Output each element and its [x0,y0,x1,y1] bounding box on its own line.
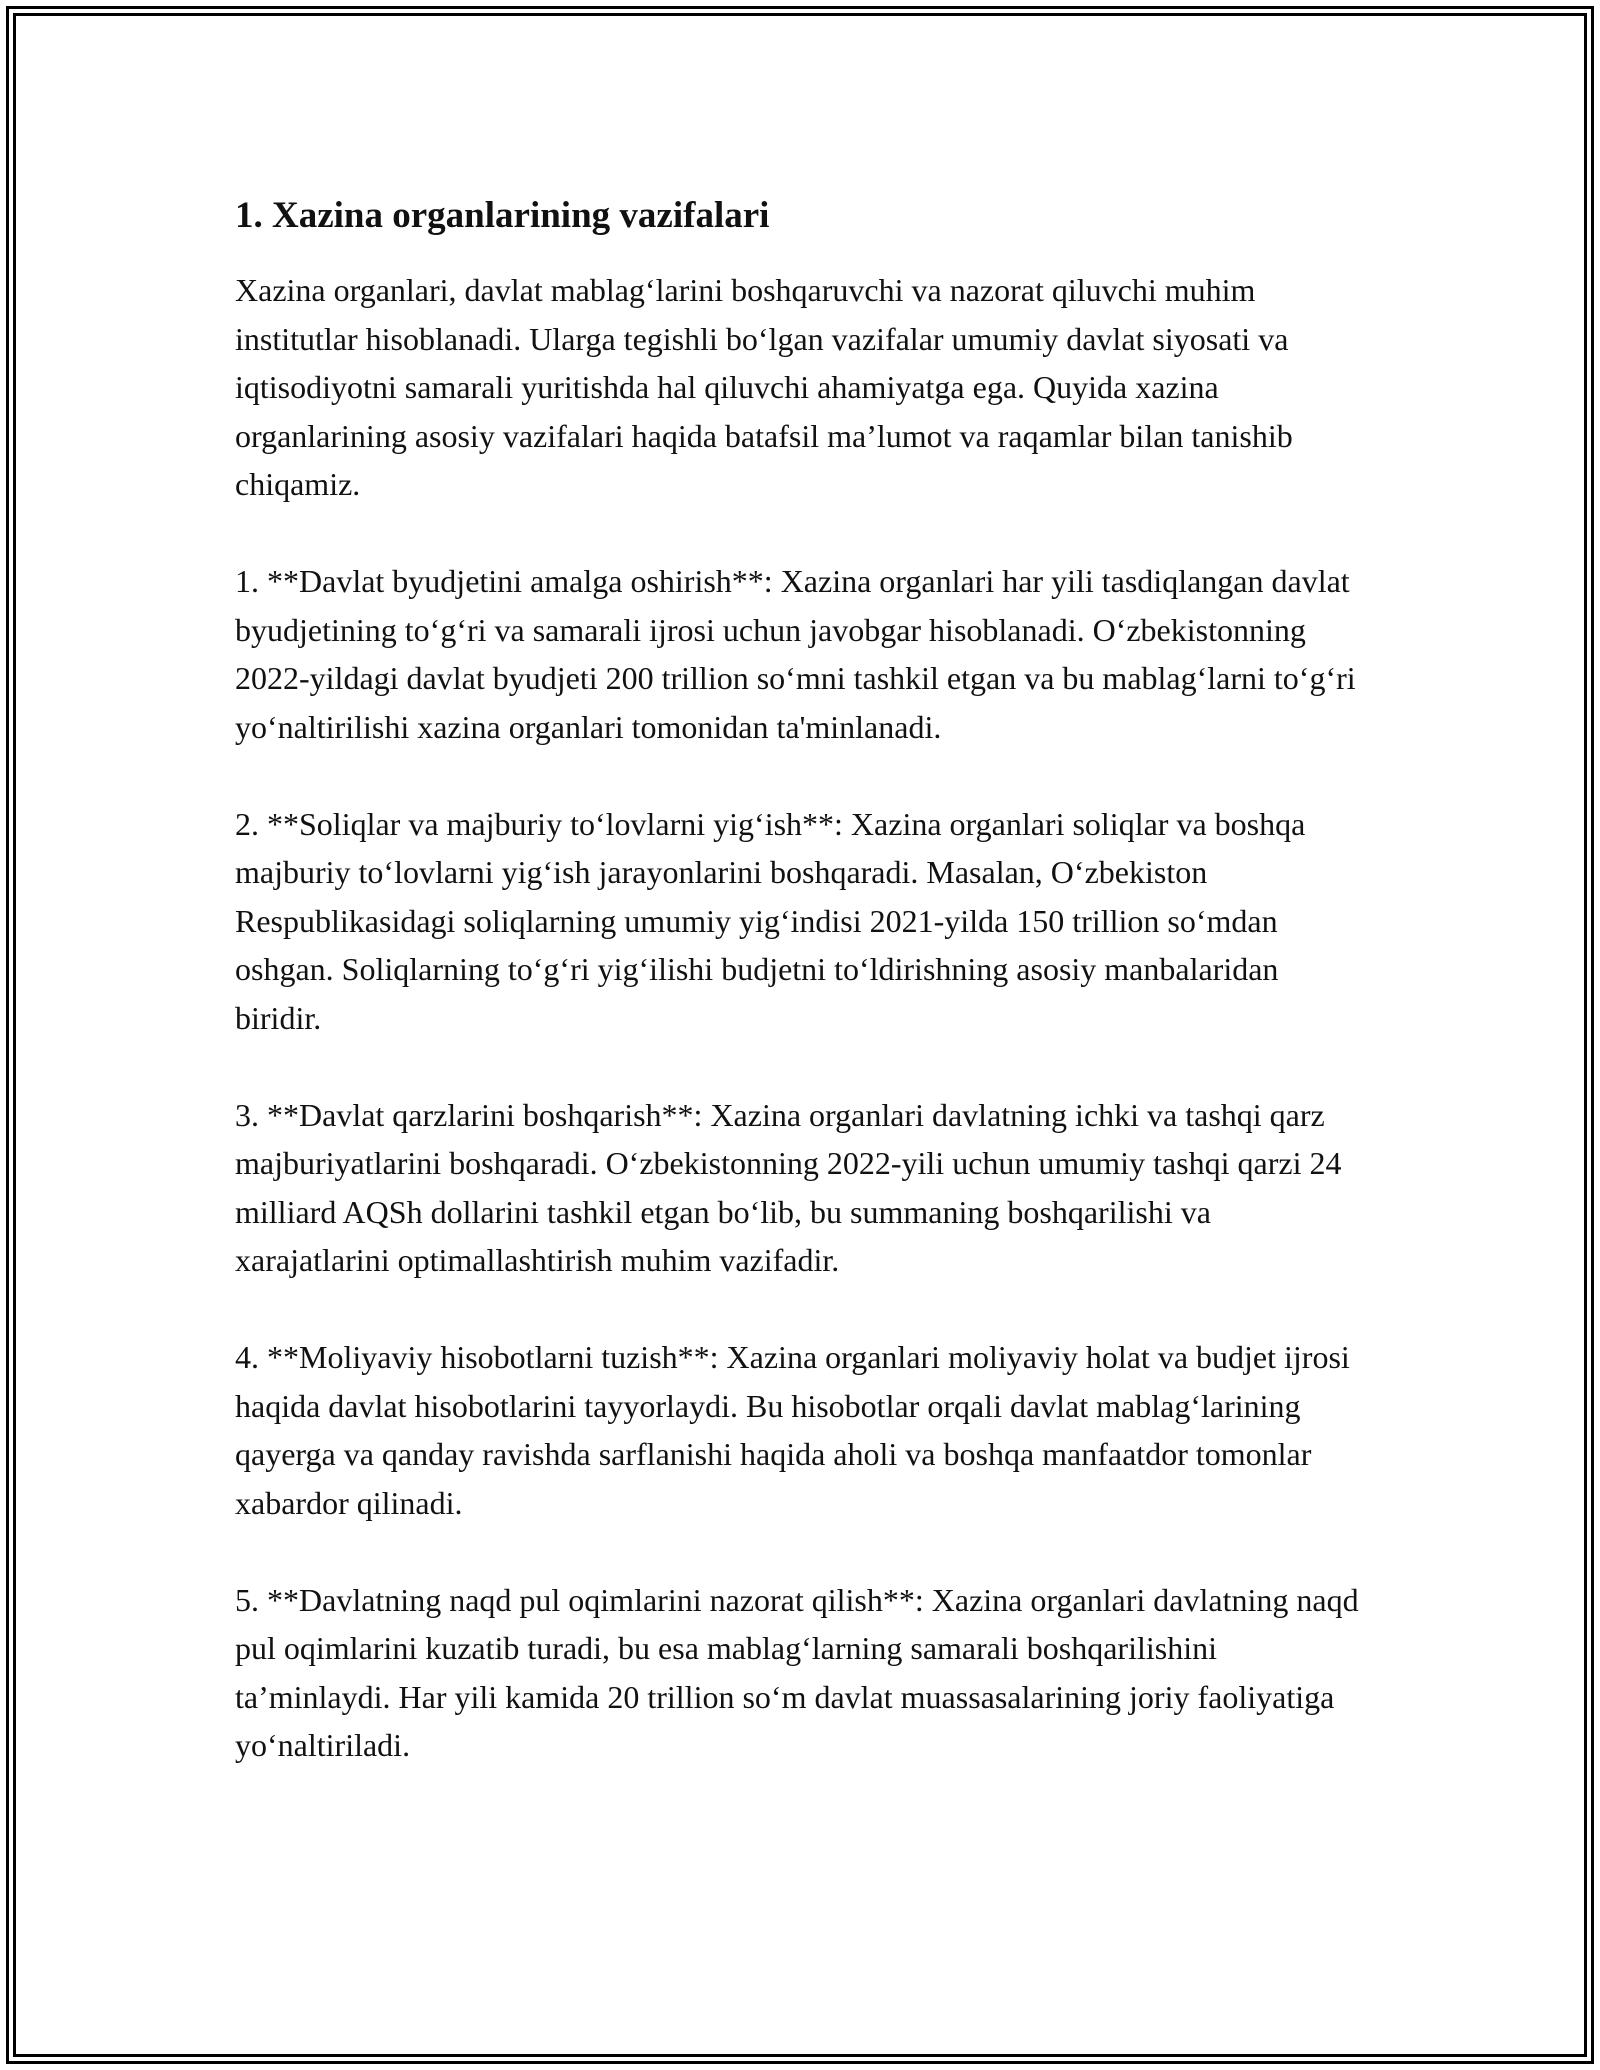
task-debt-paragraph: 3. **Davlat qarzlarini boshqarish**: Xazina organlari davlatning ichki va tashqi qarz majburiyatlarini boshqaradi. O‘zbekistonning 2022-yili uchun umumiy tashqi qarzi 24 milliard AQSh dollarini tashkil etgan bo‘lib, bu summaning boshqarilishi va xarajatlarini optimallashtirish muhim vazifadir. [235,1096,1342,1278]
intro-paragraph: Xazina organlari, davlat mablag‘larini boshqaruvchi va nazorat qiluvchi muhim institutlar hisoblanadi. Ularga tegishli bo‘lgan vazifalar umumiy davlat siyosati va iqtisodiyotni samarali yuritishda hal qiluvchi ahamiyatga ega. Quyida xazina organlarining asosiy vazifalari haqida batafsil ma’lumot va raqamlar bilan tanishib chiqamiz. [235,272,1293,502]
task-taxes-paragraph: 2. **Soliqlar va majburiy to‘lovlarni yig‘ish**: Xazina organlari soliqlar va boshqa majburiy to‘lovlarni yig‘ish jarayonlarini boshqaradi. Masalan, O‘zbekiston Respublikasidagi soliqlarning umumiy yig‘indisi 2021-yilda 150 trillion so‘mdan oshgan. Soliqlarning to‘g‘ri yig‘ilishi budjetni to‘ldirishning asosiy manbalaridan biridir. [235,805,1306,1036]
section-heading: 1. Xazina organlarining vazifalari [235,195,770,236]
task-budget-paragraph: 1. **Davlat byudjetini amalga oshirish**: Xazina organlari har yili tasdiqlangan davlat byudjetining to‘g‘ri va samarali ijrosi uchun javobgar hisoblanadi. O‘zbekistonning 2022-yildagi davlat byudjeti 200 trillion so‘mni tashkil etgan va bu mablag‘larni to‘g‘ri yo‘naltirilishi xazina organlari tomonidan ta'minlanadi. [235,563,1356,745]
document-body [235,186,1365,1818]
task-cashflow-paragraph: 5. **Davlatning naqd pul oqimlarini nazorat qilish**: Xazina organlari davlatning naqd pul oqimlarini kuzatib turadi, bu esa mablag‘larning samarali boshqarilishini ta’minlaydi. Har yili kamida 20 trillion so‘m davlat muassasalarining joriy faoliyatiga yo‘naltiriladi. [235,1581,1359,1763]
task-reports-paragraph: 4. **Moliyaviy hisobotlarni tuzish**: Xazina organlari moliyaviy holat va budjet ijrosi haqida davlat hisobotlarini tayyorlaydi. Bu hisobotlar orqali davlat mablag‘larining qayerga va qanday ravishda sarflanishi haqida aholi va boshqa manfaatdor tomonlar xabardor qilinadi. [235,1339,1350,1521]
